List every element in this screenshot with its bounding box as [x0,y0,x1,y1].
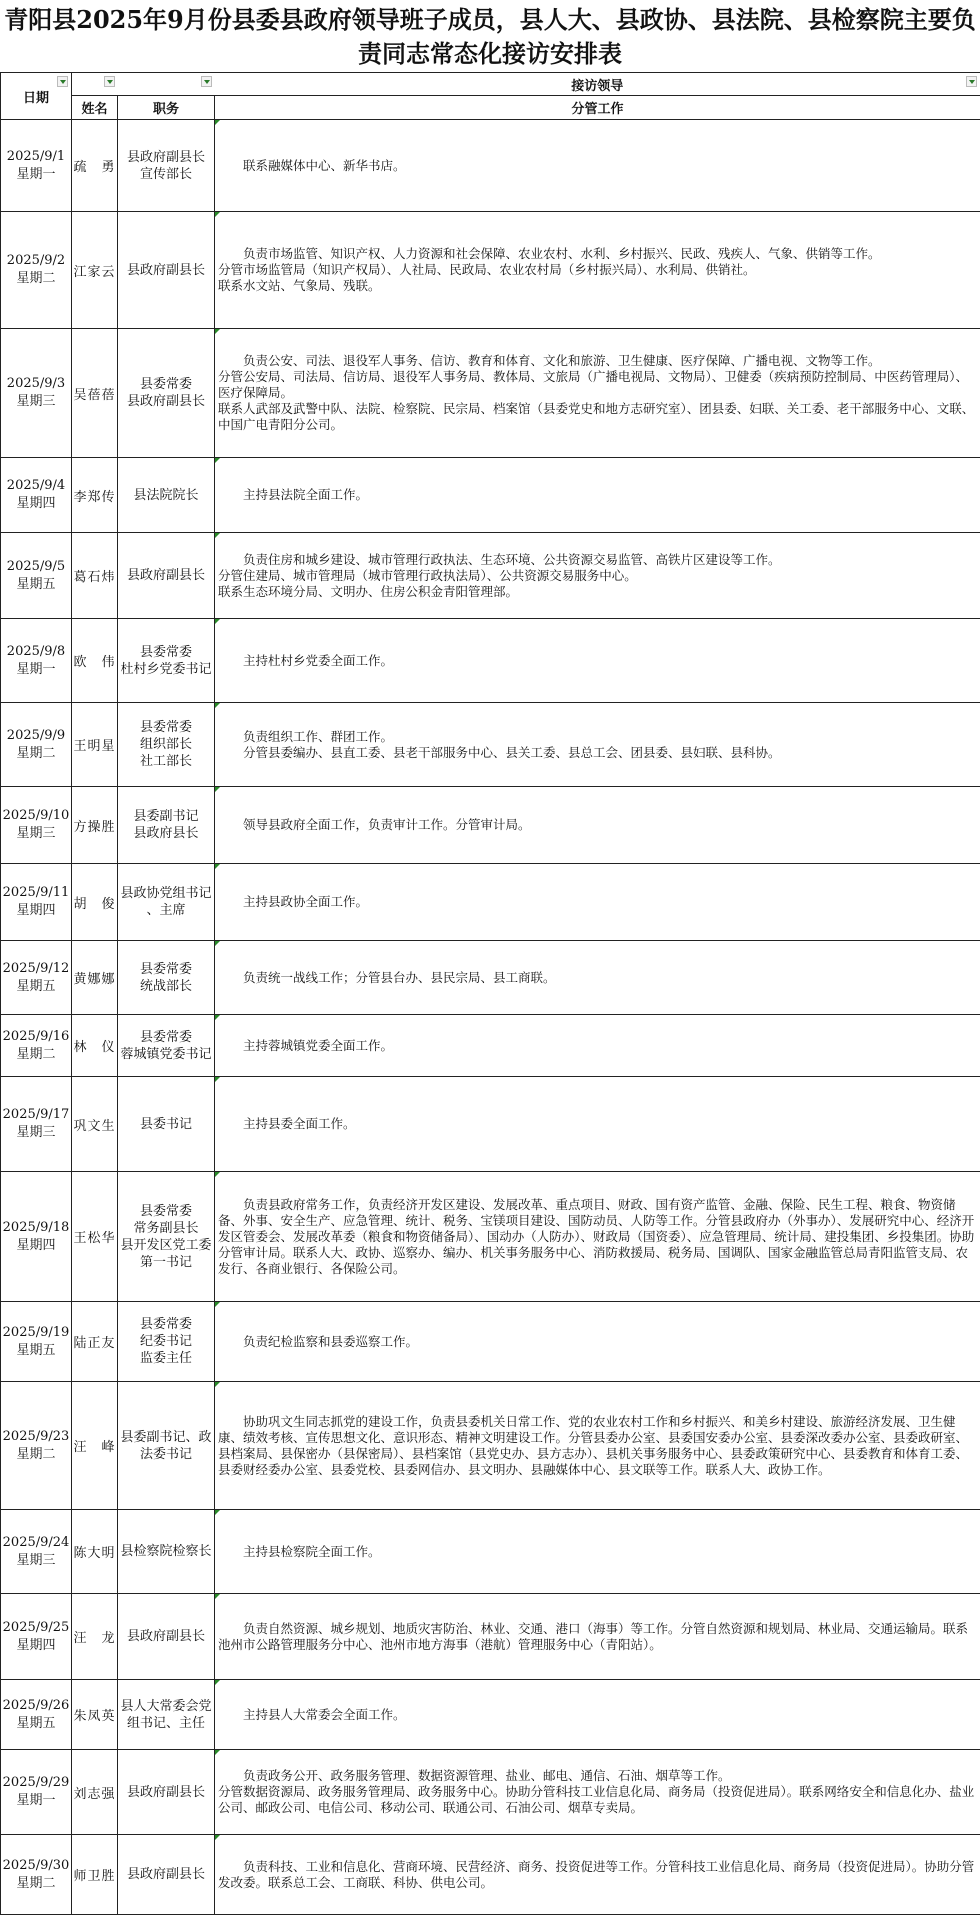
header-date [1,73,72,120]
position-line: 县开发区党工委 [118,1237,214,1254]
leader-name: 刘志强 [72,1750,118,1835]
position-line: 法委书记 [118,1446,214,1463]
position-cell [118,1680,215,1750]
position-line: 组书记、主任 [118,1715,214,1732]
position-cell [118,1835,215,1915]
date-text: 2025/9/19 [1,1324,71,1342]
weekday-text: 星期三 [1,393,71,411]
leader-name: 欧 伟 [72,619,118,703]
position-line: 宣传部长 [118,166,214,183]
date-cell [1,1680,72,1750]
position-line: 县委常委 [118,1316,214,1333]
work-cell [215,458,980,533]
date-cell [1,787,72,864]
date-text: 2025/9/18 [1,1219,71,1237]
leader-name: 汪 峰 [72,1382,118,1510]
date-text: 2025/9/12 [1,960,71,978]
work-line: 负责县政府常务工作，负责经济开发区建设、发展改革、重点项目、财政、国有资产监管、金融、保险、民生工程、粮食、物资储备、外事、安全生产、应急管理、统计、税务、宝镁项目建设、国防动员、人防等工作。分管县政府办（外事办）、发展研究中心、经济开发区管委会、发展改革委（粮食和物资储备局）、国动办（人防办）、财政局（国资委）、应急管理局、统计局、建投集团、乡投集团。协助分管审计局。联系人大、政协、巡察办、编办、机关事务服务中心、消防救援局、税务局、国调队、国家金融监管总局青阳监管支局、农发行、各商业银行、各保险公司。 [218,1197,976,1277]
leader-name: 朱凤英 [72,1680,118,1750]
header-filter-name [72,73,118,96]
work-line: 分管数据资源局、政务服务管理局、政务服务中心。协助分管科技工业信息化局、商务局（投资促进局）。联系网络安全和信息化办、盐业公司、邮政公司、电信公司、移动公司、联通公司、石油公司、烟草专卖局。 [218,1784,976,1816]
date-text: 2025/9/10 [1,807,71,825]
work-cell [215,1015,980,1077]
date-text: 2025/9/24 [1,1534,71,1552]
table-row [1,533,980,619]
work-cell [215,1750,980,1835]
leader-name: 黄娜娜 [72,941,118,1015]
weekday-text: 星期二 [1,745,71,763]
position-cell [118,864,215,941]
weekday-text: 星期一 [1,1792,71,1810]
weekday-text: 星期二 [1,1446,71,1464]
work-cell [215,1510,980,1594]
date-text: 2025/9/2 [1,252,71,270]
position-cell [118,1750,215,1835]
header-filter-position [118,73,215,96]
weekday-text: 星期二 [1,1046,71,1064]
work-line: 负责公安、司法、退役军人事务、信访、教育和体育、文化和旅游、卫生健康、医疗保障、广播电视、文物等工作。 [218,353,976,369]
date-cell [1,619,72,703]
leader-name: 王明星 [72,703,118,787]
date-text: 2025/9/30 [1,1857,71,1875]
work-line: 主持县委全面工作。 [218,1116,976,1132]
date-text: 2025/9/23 [1,1428,71,1446]
work-cell [215,1680,980,1750]
work-line: 负责统一战线工作；分管县台办、县民宗局、县工商联。 [218,970,976,986]
date-cell [1,1172,72,1302]
position-line: 县委常委 [118,1029,214,1046]
position-line: 监委主任 [118,1350,214,1367]
date-cell [1,1302,72,1382]
work-cell [215,329,980,458]
work-line: 主持杜村乡党委全面工作。 [218,653,976,669]
position-cell [118,533,215,619]
weekday-text: 星期四 [1,1637,71,1655]
filter-dropdown-icon[interactable] [104,76,115,87]
position-line: 纪委书记 [118,1333,214,1350]
table-row [1,329,980,458]
position-line: 第一书记 [118,1254,214,1271]
table-row [1,458,980,533]
filter-dropdown-icon[interactable] [966,76,977,87]
date-text: 2025/9/25 [1,1619,71,1637]
header-position: 职务 [118,96,215,120]
work-cell [215,619,980,703]
date-cell [1,941,72,1015]
leader-name: 师卫胜 [72,1835,118,1915]
work-line: 分管市场监管局（知识产权局）、人社局、民政局、农业农村局（乡村振兴局）、水利局、供销社。 [218,262,976,278]
work-line: 负责政务公开、政务服务管理、数据资源管理、盐业、邮电、通信、石油、烟草等工作。 [218,1768,976,1784]
position-cell [118,120,215,212]
position-cell [118,703,215,787]
work-cell [215,212,980,329]
table-row [1,864,980,941]
table-row [1,941,980,1015]
work-cell [215,1302,980,1382]
leader-name: 陈大明 [72,1510,118,1594]
position-line: 县政府副县长 [118,567,214,584]
work-line: 主持县法院全面工作。 [218,487,976,503]
position-line: 县人大常委会党 [118,1698,214,1715]
position-line: 县政协党组书记 [118,885,214,902]
position-line: 县政府副县长 [118,262,214,279]
date-cell [1,1077,72,1172]
position-cell [118,619,215,703]
position-cell [118,1015,215,1077]
header-leader-group [215,73,980,96]
weekday-text: 星期五 [1,1715,71,1733]
leader-name: 汪 龙 [72,1594,118,1680]
table-row [1,1172,980,1302]
date-cell [1,864,72,941]
position-cell [118,1172,215,1302]
weekday-text: 星期二 [1,1875,71,1893]
work-cell [215,1382,980,1510]
position-cell [118,458,215,533]
work-cell [215,120,980,212]
date-cell [1,1382,72,1510]
work-line: 联系融媒体中心、新华书店。 [218,158,976,174]
work-line: 负责科技、工业和信息化、营商环境、民营经济、商务、投资促进等工作。分管科技工业信息化局、商务局（投资促进局）。协助分管发改委。联系总工会、工商联、科协、供电公司。 [218,1859,976,1891]
position-cell [118,1594,215,1680]
work-line: 负责住房和城乡建设、城市管理行政执法、生态环境、公共资源交易监管、高铁片区建设等工作。 [218,552,976,568]
position-line: 社工部长 [118,753,214,770]
table-row [1,787,980,864]
position-line: 县法院院长 [118,487,214,504]
table-row [1,120,980,212]
position-line: 县委书记 [118,1116,214,1133]
work-cell [215,1077,980,1172]
table-row [1,1680,980,1750]
work-line: 负责组织工作、群团工作。 [218,729,976,745]
position-cell [118,329,215,458]
work-line: 负责纪检监察和县委巡察工作。 [218,1334,976,1350]
position-line: 统战部长 [118,978,214,995]
weekday-text: 星期三 [1,1552,71,1570]
position-line: 蓉城镇党委书记 [118,1046,214,1063]
table-row [1,1077,980,1172]
weekday-text: 星期四 [1,902,71,920]
header-work: 分管工作 [215,96,980,120]
work-cell [215,1835,980,1915]
work-line: 主持蓉城镇党委全面工作。 [218,1038,976,1054]
date-text: 2025/9/3 [1,375,71,393]
work-line: 分管住建局、城市管理局（城市管理行政执法局）、公共资源交易服务中心。 [218,568,976,584]
table-row [1,619,980,703]
position-line: 县委常委 [118,961,214,978]
table-row [1,1382,980,1510]
date-text: 2025/9/11 [1,884,71,902]
date-cell [1,329,72,458]
table-row [1,1015,980,1077]
position-cell [118,1077,215,1172]
work-cell [215,1172,980,1302]
date-cell [1,533,72,619]
work-line: 领导县政府全面工作，负责审计工作。分管审计局。 [218,817,976,833]
work-line: 负责市场监管、知识产权、人力资源和社会保障、农业农村、水利、乡村振兴、民政、残疾人、气象、供销等工作。 [218,246,976,262]
leader-name: 李郑传 [72,458,118,533]
header-date-label: 日期 [23,91,49,106]
work-line: 协助巩文生同志抓党的建设工作，负责县委机关日常工作、党的农业农村工作和乡村振兴、和美乡村建设、旅游经济发展、卫生健康、绩效考核、宣传思想文化、意识形态、精神文明建设工作。分管县委办公室、县委国安委办公室、县委深改委办公室、县委政研室、县档案局、县保密办（县保密局）、县档案馆（县党史办、县方志办）、县机关事务服务中心、县委政策研究中心、县委教育和体育工委、县委财经委办公室、县委党校、县委网信办、县文明办、县融媒体中心、县文联等工作。联系人大、政协工作。 [218,1414,976,1478]
header-leader-group-label: 接访领导 [571,79,623,94]
filter-dropdown-icon[interactable] [201,76,212,87]
table-row [1,1835,980,1915]
date-cell [1,703,72,787]
work-line: 联系人武部及武警中队、法院、检察院、民宗局、档案馆（县委党史和地方志研究室）、团县委、妇联、关工委、老干部服务中心、文联、中国广电青阳分公司。 [218,401,976,433]
date-cell [1,1835,72,1915]
position-line: 县检察院检察长 [118,1543,214,1560]
leader-name: 江家云 [72,212,118,329]
date-text: 2025/9/16 [1,1028,71,1046]
position-line: 县政府副县长 [118,149,214,166]
position-line: 县委常委 [118,1203,214,1220]
date-text: 2025/9/4 [1,477,71,495]
weekday-text: 星期一 [1,661,71,679]
table-row [1,1594,980,1680]
weekday-text: 星期五 [1,576,71,594]
leader-name: 陆正友 [72,1302,118,1382]
leader-name: 巩文生 [72,1077,118,1172]
leader-name: 葛石炜 [72,533,118,619]
position-cell [118,212,215,329]
date-cell [1,120,72,212]
position-line: 、主席 [118,902,214,919]
position-line: 组织部长 [118,736,214,753]
work-cell [215,864,980,941]
position-line: 县政府县长 [118,825,214,842]
table-row [1,212,980,329]
work-line: 联系水文站、气象局、残联。 [218,278,976,294]
work-line: 分管公安局、司法局、信访局、退役军人事务局、教体局、文旅局（广播电视局、文物局）、卫健委（疾病预防控制局、中医药管理局）、医疗保障局。 [218,369,976,401]
date-cell [1,458,72,533]
date-cell [1,1015,72,1077]
work-cell [215,941,980,1015]
date-text: 2025/9/17 [1,1106,71,1124]
position-cell [118,1510,215,1594]
position-line: 县政府副县长 [118,1628,214,1645]
date-text: 2025/9/9 [1,727,71,745]
date-cell [1,1594,72,1680]
position-line: 县政府副县长 [118,1866,214,1883]
weekday-text: 星期五 [1,1342,71,1360]
position-line: 县委副书记、政 [118,1429,214,1446]
table-row [1,703,980,787]
filter-dropdown-icon[interactable] [57,76,68,87]
date-text: 2025/9/5 [1,558,71,576]
work-line: 主持县检察院全面工作。 [218,1544,976,1560]
weekday-text: 星期五 [1,978,71,996]
weekday-text: 星期三 [1,825,71,843]
work-cell [215,787,980,864]
leader-name: 胡 俊 [72,864,118,941]
date-text: 2025/9/26 [1,1697,71,1715]
position-line: 常务副县长 [118,1220,214,1237]
date-text: 2025/9/1 [1,148,71,166]
table-row [1,1302,980,1382]
weekday-text: 星期三 [1,1124,71,1142]
page-title: 青阳县2025年9月份县委县政府领导班子成员，县人大、县政协、县法院、县检察院主要负责同志常态化接访安排表 [0,0,980,72]
work-cell [215,1594,980,1680]
position-cell [118,787,215,864]
position-line: 县委常委 [118,644,214,661]
date-cell [1,1750,72,1835]
position-line: 县委常委 [118,376,214,393]
work-cell [215,703,980,787]
work-line: 分管县委编办、县直工委、县老干部服务中心、县关工委、县总工会、团县委、县妇联、县科协。 [218,745,976,761]
leader-name: 林 仪 [72,1015,118,1077]
leader-name: 疏 勇 [72,120,118,212]
schedule-table [0,72,980,1915]
leader-name: 吴蓓蓓 [72,329,118,458]
header-name: 姓名 [72,96,118,120]
work-cell [215,533,980,619]
position-cell [118,1382,215,1510]
table-row [1,1750,980,1835]
weekday-text: 星期四 [1,1237,71,1255]
position-line: 县委副书记 [118,808,214,825]
work-line: 联系生态环境分局、文明办、住房公积金青阳管理部。 [218,584,976,600]
weekday-text: 星期一 [1,166,71,184]
date-cell [1,212,72,329]
position-line: 县政府副县长 [118,1784,214,1801]
date-text: 2025/9/8 [1,643,71,661]
leader-name: 方操胜 [72,787,118,864]
position-line: 县政府副县长 [118,393,214,410]
position-cell [118,1302,215,1382]
date-text: 2025/9/29 [1,1774,71,1792]
position-line: 杜村乡党委书记 [118,661,214,678]
weekday-text: 星期四 [1,495,71,513]
leader-name: 王松华 [72,1172,118,1302]
date-cell [1,1510,72,1594]
weekday-text: 星期二 [1,270,71,288]
work-line: 主持县政协全面工作。 [218,894,976,910]
table-row [1,1510,980,1594]
work-line: 主持县人大常委会全面工作。 [218,1707,976,1723]
position-line: 县委常委 [118,719,214,736]
position-cell [118,941,215,1015]
work-line: 负责自然资源、城乡规划、地质灾害防治、林业、交通、港口（海事）等工作。分管自然资源和规划局、林业局、交通运输局。联系池州市公路管理服务分中心、池州市地方海事（港航）管理服务中心（青阳站）。 [218,1621,976,1653]
